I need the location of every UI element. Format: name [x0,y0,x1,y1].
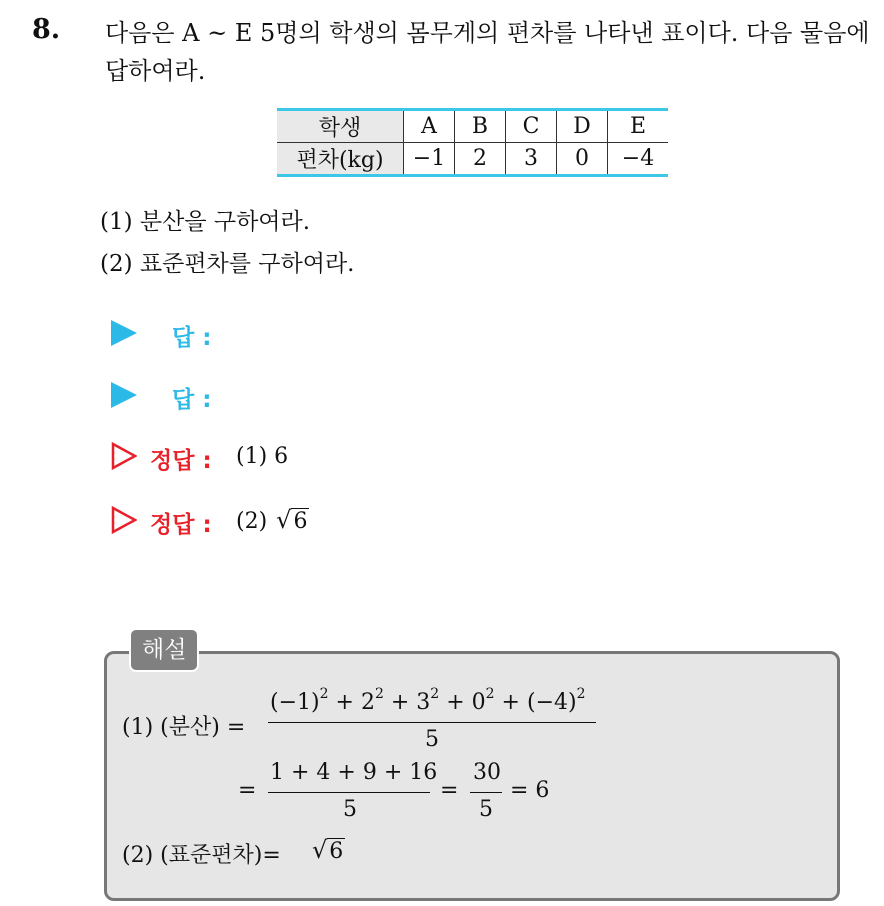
solution-line3-prefix: (2) (표준편차)= [122,843,281,868]
answer-value: 6 [274,444,289,469]
correct-label-1: 정답 : [150,448,212,474]
student-cell: C [506,110,557,143]
subquestion-1: (1) 분산을 구하여라. [100,209,311,235]
fraction-bar [268,722,596,723]
question-text: 다음은 A ~ E 5명의 학생의 몸무게의 편차를 나타낸 표이다. 다음 물음에 답하여라. [105,19,870,85]
answer-value: 6 [293,509,308,534]
solution-line2-numerator: 1 + 4 + 9 + 16 [270,760,438,785]
solution-line2-equals-2: = [440,778,459,803]
play-triangle-icon [111,320,137,346]
solution-line2-equals: = [238,778,257,803]
answer-label-1: 답 : [172,325,212,351]
student-cell: A [404,110,455,143]
deviation-cell: 2 [455,143,506,176]
solution-tag: 해설 [129,628,199,672]
deviation-cell: 3 [506,143,557,176]
student-cell: D [557,110,608,143]
fraction-bar [268,792,430,793]
outline-triangle-icon [111,442,137,470]
student-cell: B [455,110,506,143]
solution-line1-numerator: $(-1)^2 + 2^2 + 3^2 + 0^2 + (-4)^2$ [270,686,586,715]
student-cell: E [608,110,669,143]
correct-label-2: 정답 : [150,512,212,538]
solution-line2-numerator-2: 30 [473,760,501,785]
fraction-bar [470,792,502,793]
correct-answer-1 [236,444,288,469]
deviation-table [277,108,668,177]
answer-label-2: 답 : [172,387,212,413]
answer-number: (2) [236,509,268,534]
solution-line2-denominator-2: 5 [479,797,493,822]
table-row [277,143,668,176]
answer-number: (1) [236,444,268,469]
solution-line2-result: = 6 [510,778,550,803]
row-label: 편차(kg) [277,143,404,176]
outline-triangle-icon [111,506,137,534]
correct-answer-2 [236,506,309,534]
solution-line3-value [310,836,345,864]
table-row [277,110,668,143]
deviation-cell: −1 [404,143,455,176]
play-triangle-icon [111,382,137,408]
solution-line2-denominator: 5 [343,797,357,822]
deviation-cell: −4 [608,143,669,176]
solution-line1-denominator: 5 [425,727,439,752]
square-root-icon: √6 [276,506,308,534]
question-number: 8. [32,14,61,45]
solution-line1-prefix: (1) (분산) = [122,715,246,740]
subquestion-2: (2) 표준편차를 구하여라. [100,251,355,277]
square-root-icon: √6 [312,836,344,864]
deviation-cell: 0 [557,143,608,176]
sqrt-value: 6 [329,839,344,864]
header-label: 학생 [277,110,404,143]
